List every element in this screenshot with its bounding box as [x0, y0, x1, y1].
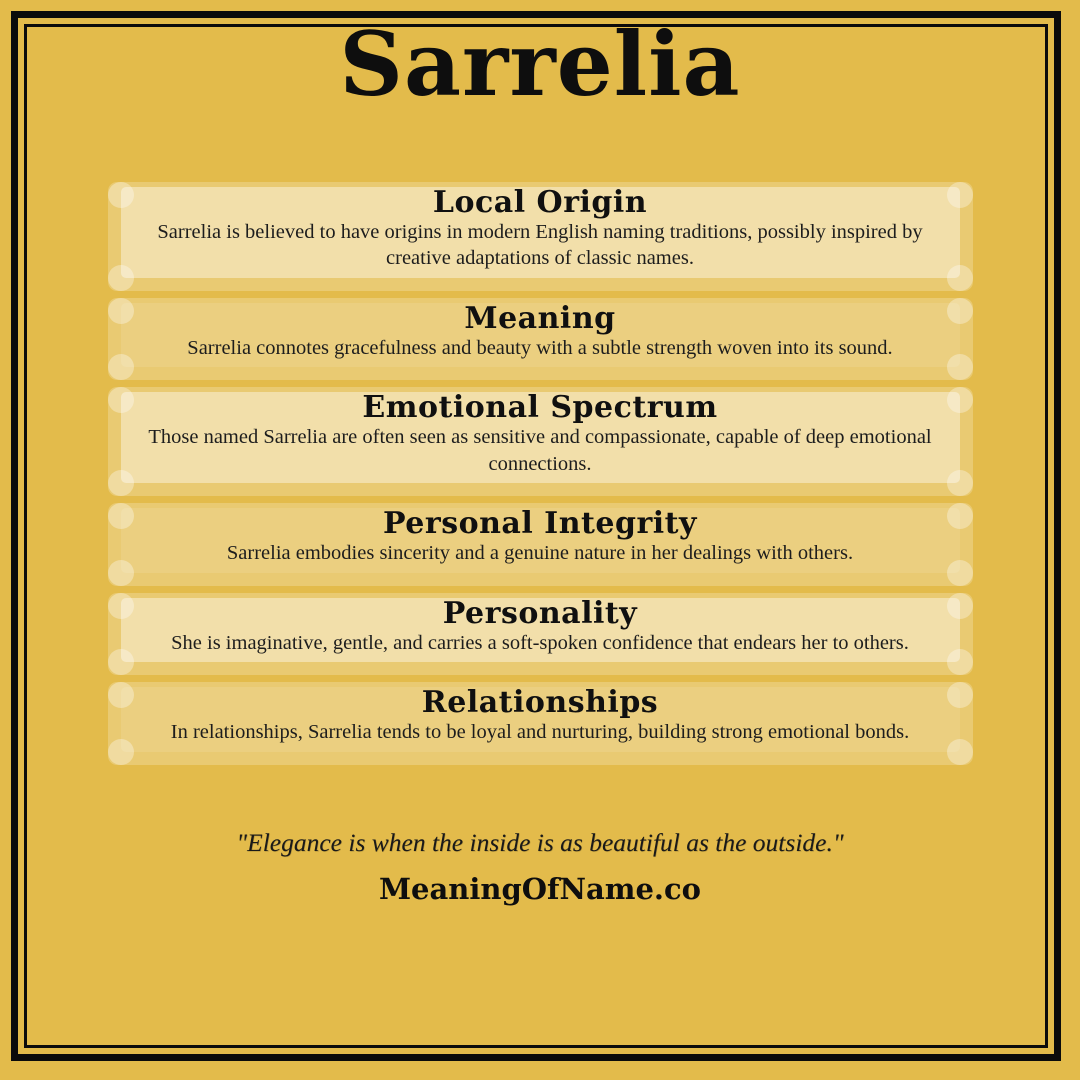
card-body: She is imaginative, gentle, and carries a soft-spoken confidence that endears her to others. [171, 631, 909, 654]
corner-dot [108, 298, 134, 324]
card-emotional-spectrum [108, 387, 973, 496]
card-panel [121, 300, 960, 368]
corner-dot [108, 682, 134, 708]
corner-dot [947, 503, 973, 529]
card-panel [121, 184, 960, 278]
corner-dot [947, 265, 973, 291]
corner-dot [108, 593, 134, 619]
corner-dot [947, 649, 973, 675]
corner-dot [947, 354, 973, 380]
card-personal-integrity [108, 503, 973, 586]
corner-dot [108, 739, 134, 765]
page-title: Sarrelia [339, 12, 741, 116]
card-title: Relationships [421, 685, 659, 721]
corner-dot [947, 387, 973, 413]
corner-dot [947, 560, 973, 586]
card-relationships [108, 682, 973, 765]
corner-dot [947, 739, 973, 765]
corner-dot [108, 387, 134, 413]
card-title: Local Origin [432, 184, 648, 220]
corner-dot [947, 470, 973, 496]
card-local-origin [108, 182, 973, 291]
card-panel [121, 392, 960, 483]
corner-dot [108, 354, 134, 380]
corner-dot [108, 649, 134, 675]
card-panel [121, 508, 960, 573]
corner-dot [947, 298, 973, 324]
footer-quote: "Elegance is when the inside is as beautiful as the outside." [236, 827, 844, 857]
card-body: Sarrelia is believed to have origins in modern English naming traditions, possibly inspired by creative adaptations of classic names. [157, 220, 923, 270]
corner-dot [108, 470, 134, 496]
card-title: Personality [442, 595, 638, 631]
card-personality [108, 593, 973, 676]
corner-dot [108, 182, 134, 208]
corner-dot [947, 682, 973, 708]
corner-dot [947, 182, 973, 208]
corner-dot [108, 265, 134, 291]
corner-dot [108, 560, 134, 586]
card-body: Those named Sarrelia are often seen as sensitive and compassionate, capable of deep emotional connections. [148, 426, 932, 475]
footer-brand: MeaningOfName.co [378, 871, 702, 906]
card-body: Sarrelia embodies sincerity and a genuine nature in her dealings with others. [226, 542, 854, 565]
corner-dot [947, 593, 973, 619]
card-body: Sarrelia connotes gracefulness and beauty with a subtle strength woven into its sound. [187, 336, 893, 359]
card-meaning [108, 298, 973, 381]
corner-dot [108, 503, 134, 529]
card-title: Emotional Spectrum [362, 390, 718, 426]
card-panel [121, 687, 960, 752]
card-body: In relationships, Sarrelia tends to be loyal and nurturing, building strong emotional bonds. [170, 721, 910, 744]
card-title: Meaning [464, 300, 616, 336]
card-title: Personal Integrity [383, 506, 697, 542]
card-panel [121, 595, 960, 663]
